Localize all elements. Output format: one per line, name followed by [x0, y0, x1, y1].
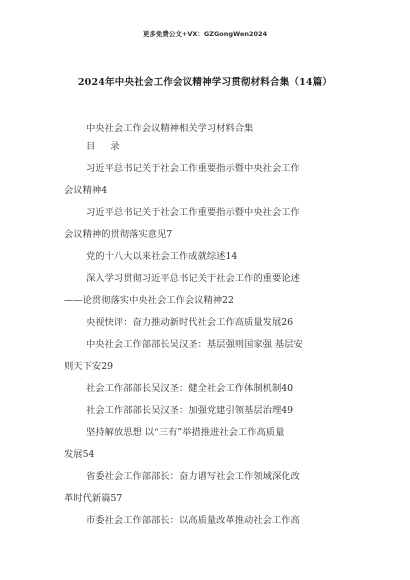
toc-line: 央视快评：奋力推动新时代社会工作高质量发展26: [86, 317, 294, 328]
toc-line: ——论贯彻落实中央社会工作会议精神22: [64, 295, 234, 306]
toc-line: 市委社会工作部部长：以高质量改革推动社会工作高: [86, 515, 300, 526]
toc-line: 革时代新篇57: [64, 493, 123, 504]
document-title: 2024年中央社会工作会议精神学习贯彻材料合集（14篇）: [77, 77, 333, 88]
toc-line: 中央社会工作部部长吴汉圣：基层强则国家强 基层安: [86, 339, 303, 350]
section-heading: 中央社会工作会议精神相关学习材料合集: [86, 123, 254, 134]
toc-line: 习近平总书记关于社会工作重要指示暨中央社会工作: [86, 163, 300, 174]
toc-line: 发展54: [64, 449, 95, 460]
toc-line: 社会工作部部长吴汉圣：健全社会工作体制机制40: [86, 383, 294, 394]
toc-line: 习近平总书记关于社会工作重要指示暨中央社会工作: [86, 207, 300, 218]
toc-line: 会议精神4: [64, 185, 108, 196]
toc-line: 深入学习贯彻习近平总书记关于社会工作的重要论述: [86, 273, 300, 284]
header-note: 更多免费公文+VX：GZGongWen2024: [142, 30, 268, 38]
toc-line: 则天下安29: [64, 361, 114, 372]
toc-line: 社会工作部部长吴汉圣：加强党建引领基层治理49: [86, 405, 294, 416]
toc-label: 目 录: [86, 141, 126, 152]
toc-line: 坚持解放思想 以“三有”举措推进社会工作高质量: [86, 427, 285, 438]
toc-line: 省委社会工作部部长：奋力谱写社会工作领域深化改: [86, 471, 300, 482]
toc-line: 会议精神的贯彻落实意见7: [64, 229, 173, 240]
toc-line: 党的十八大以来社会工作成就综述14: [86, 251, 238, 262]
